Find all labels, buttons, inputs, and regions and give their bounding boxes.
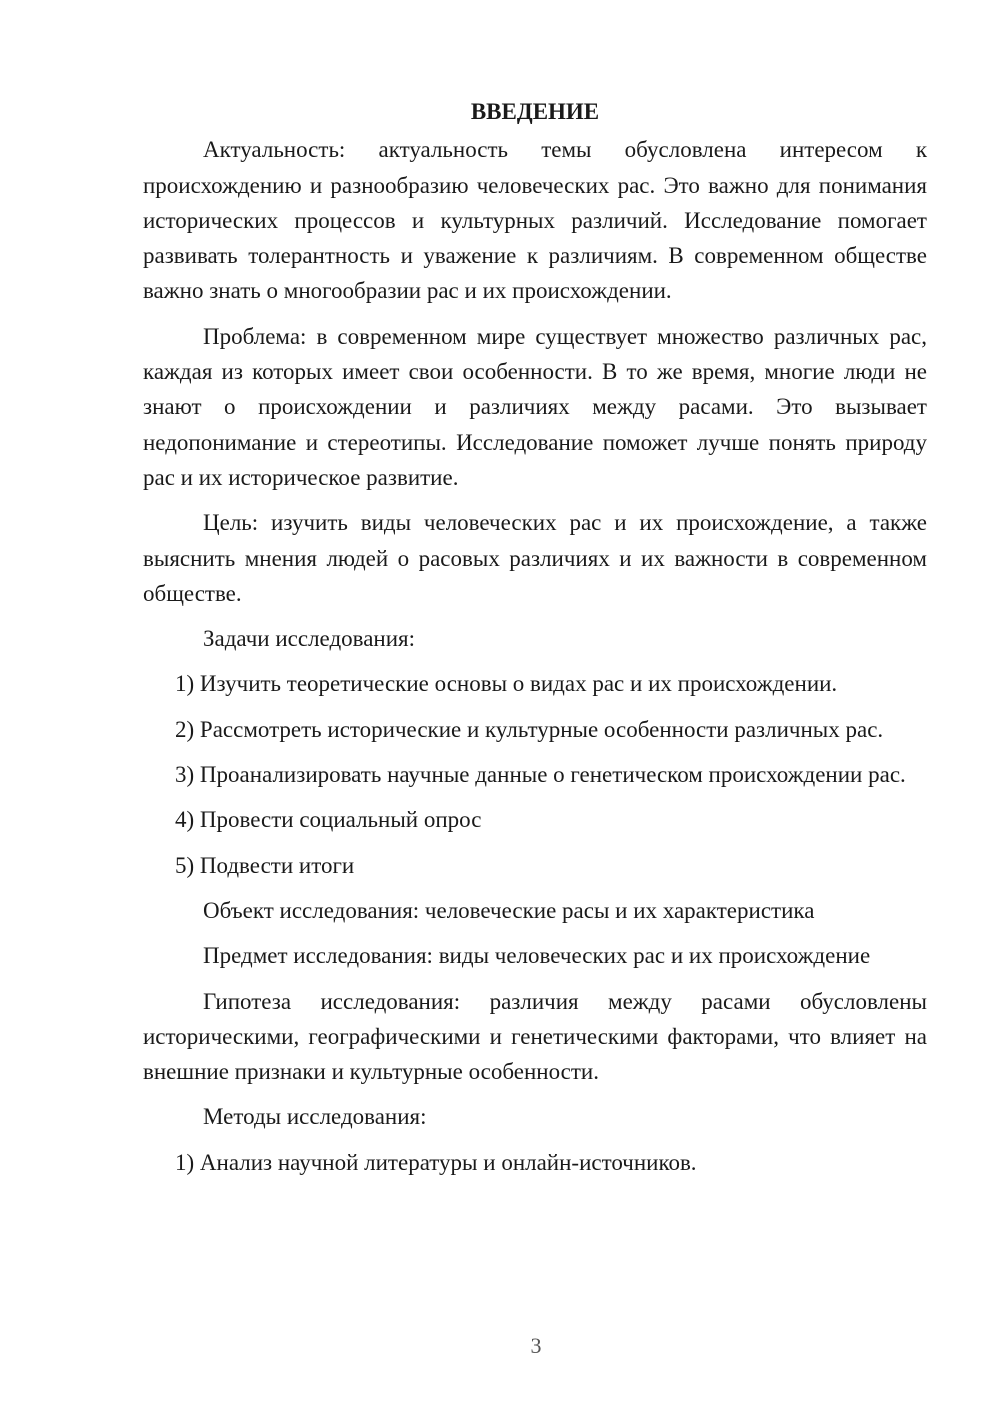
method-item: 1) Анализ научной литературы и онлайн-источников. <box>175 1149 697 1175</box>
hypothesis-paragraph: Гипотеза исследования: различия между расами обусловлены историческими, географическими и генетическими факторами, что влияет на внешние признаки и культурные особенности. <box>143 988 927 1085</box>
task-item: 5) Подвести итоги <box>175 852 355 878</box>
task-item: 4) Провести социальный опрос <box>175 807 482 833</box>
problem-paragraph: Проблема: в современном мире существует множество различных рас, каждая из которых имеет свои особенности. В то же время, многие люди не знают о происхождении и различиях между расами. Это вызывает недопонимание и стереотипы. Исследование поможет лучше понять природу рас и их историческое развитие. <box>143 323 927 490</box>
tasks-title: Задачи исследования: <box>203 626 416 652</box>
task-item: 1) Изучить теоретические основы о видах рас и их происхождении. <box>175 671 838 697</box>
relevance-paragraph: Актуальность: актуальность темы обусловлена интересом к происхождению и разнообразию человеческих рас. Это важно для понимания исторических процессов и культурных различий. Исследование помогает развивать толерантность и уважение к различиям. В современном обществе важно знать о многообразии рас и их происхождении. <box>143 137 927 304</box>
subject-paragraph: Предмет исследования: виды человеческих рас и их происхождение <box>203 943 871 969</box>
task-item: 3) Проанализировать научные данные о генетическом происхождении рас. <box>175 762 906 788</box>
section-heading: ВВЕДЕНИЕ <box>470 99 600 124</box>
document-body <box>143 94 927 1190</box>
object-paragraph: Объект исследования: человеческие расы и их характеристика <box>203 897 815 923</box>
goal-paragraph: Цель: изучить виды человеческих рас и их происхождение, а также выяснить мнения людей о расовых различиях и их важности в современном обществе. <box>143 510 927 606</box>
page-number: 3 <box>530 1333 542 1358</box>
methods-title: Методы исследования: <box>203 1104 427 1130</box>
task-item: 2) Рассмотреть исторические и культурные особенности различных рас. <box>175 716 884 742</box>
